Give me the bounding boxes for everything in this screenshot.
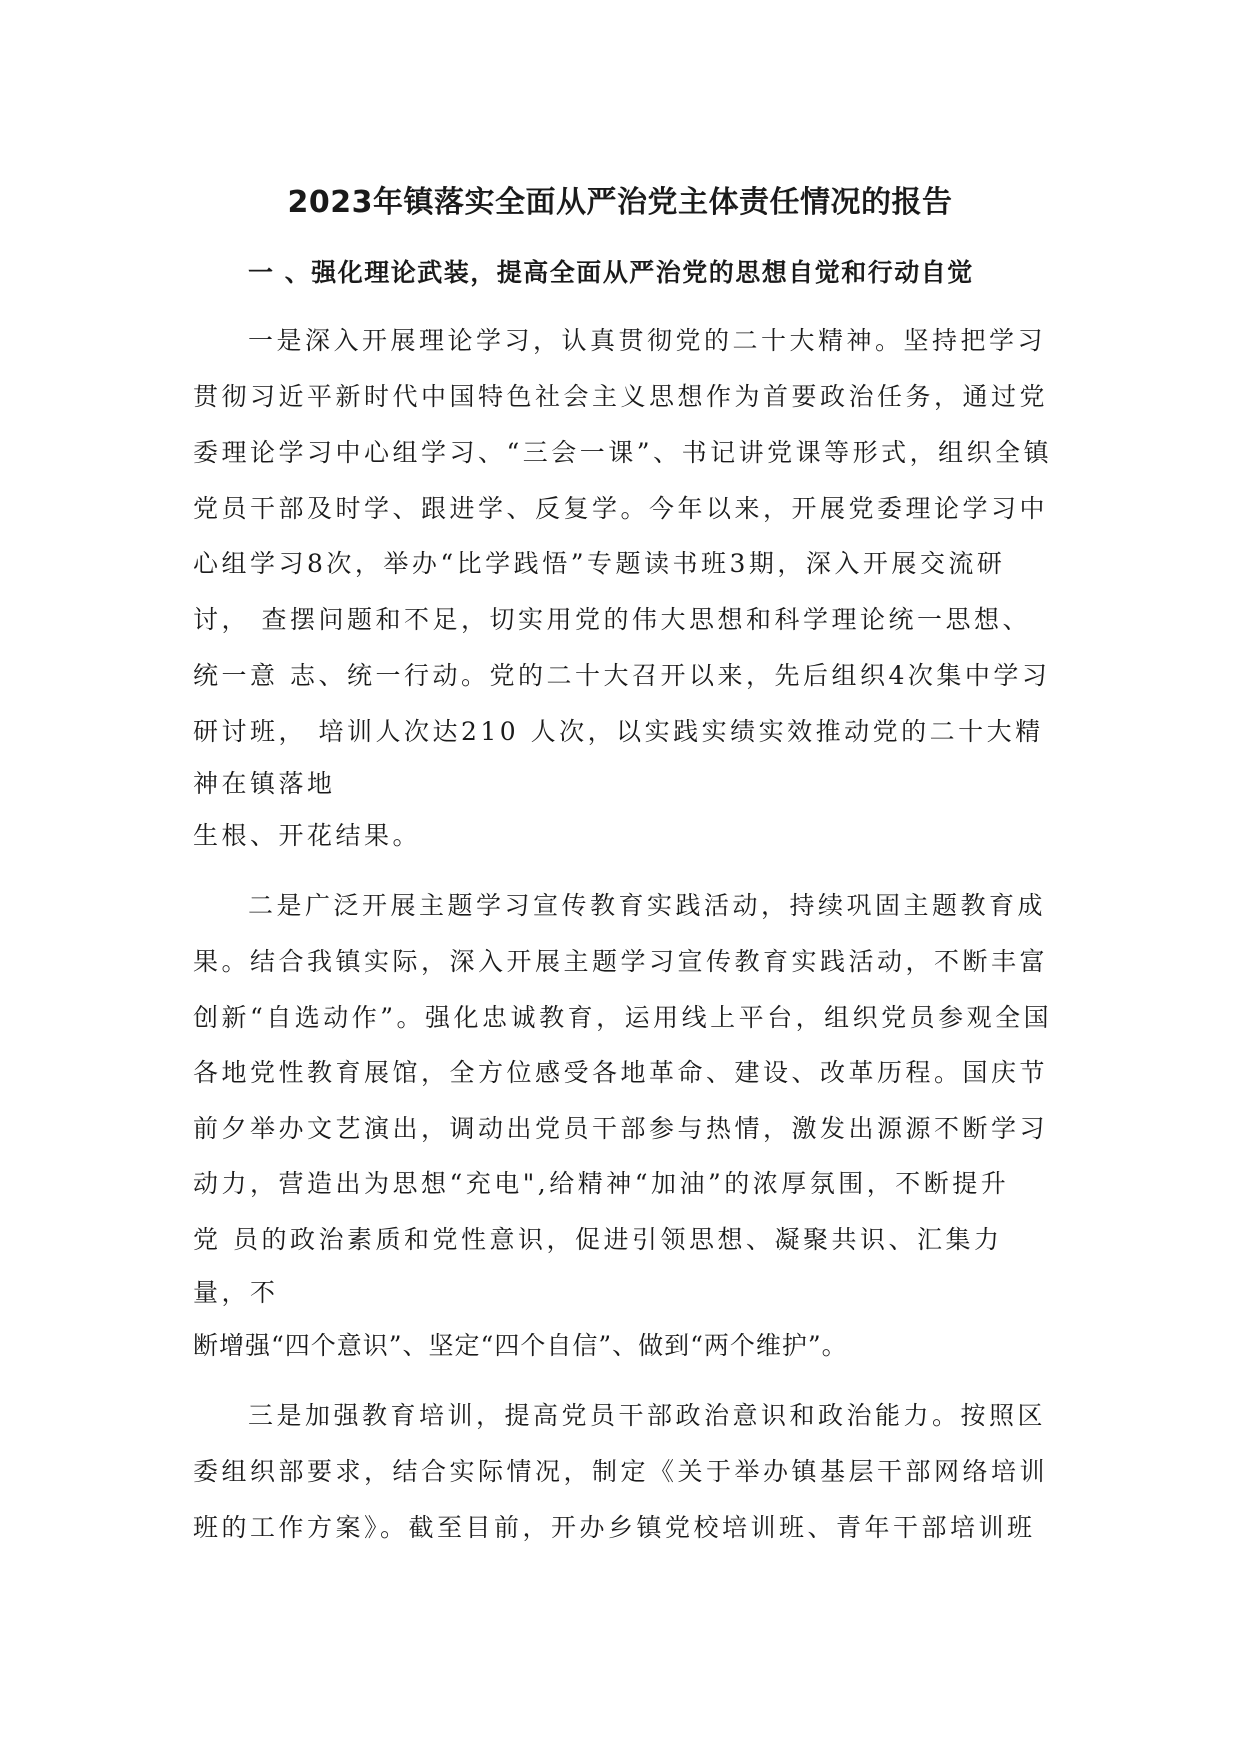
paragraph-1-line: 贯彻习近平新时代中国特色社会主义思想作为首要政治任务，通过党 [193, 382, 1049, 411]
paragraph-1-line: 委理论学习中心组学习、“三会一课”、书记讲党课等形式，组织全镇 [193, 438, 1053, 467]
paragraph-1-line: 生根、开花结果。 [193, 821, 422, 850]
paragraph-1-line: 神在镇落地 [193, 769, 336, 798]
paragraph-2-line: 动力，营造出为思想“充电",给精神“加油”的浓厚氛围，不断提升 [193, 1169, 1010, 1198]
paragraph-1-line: 研讨班， 培训人次达210 人次，以实践实绩实效推动党的二十大精 [193, 717, 1044, 746]
document-title: 2023年镇落实全面从严治党主体责任情况的报告 [287, 185, 953, 220]
paragraph-2-line: 二是广泛开展主题学习宣传教育实践活动，持续巩固主题教育成 [248, 891, 1047, 920]
paragraph-2-line: 各地党性教育展馆，全方位感受各地革命、建设、改革历程。国庆节 [193, 1058, 1049, 1087]
paragraph-2-line: 果。结合我镇实际，深入开展主题学习宣传教育实践活动，不断丰富 [193, 947, 1049, 976]
section-heading: 一 、强化理论武装，提高全面从严治党的思想自觉和行动自觉 [248, 258, 974, 287]
paragraph-3-line: 班的工作方案》。截至目前，开办乡镇党校培训班、青年干部培训班 [193, 1513, 1036, 1542]
paragraph-2-line: 党 员的政治素质和党性意识，促进引领思想、凝聚共识、汇集力 [193, 1225, 1003, 1254]
paragraph-2-line: 创新“自选动作”。强化忠诚教育，运用线上平台，组织党员参观全国 [193, 1003, 1053, 1032]
paragraph-3-line: 三是加强教育培训，提高党员干部政治意识和政治能力。按照区 [248, 1401, 1047, 1430]
paragraph-1-line: 讨， 查摆问题和不足，切实用党的伟大思想和科学理论统一思想、 [193, 605, 1031, 634]
paragraph-1-line: 党员干部及时学、跟进学、反复学。今年以来，开展党委理论学习中 [193, 494, 1049, 523]
paragraph-2-line: 量，不 [193, 1278, 279, 1307]
paragraph-2-line: 断增强“四个意识”、坚定“四个自信”、做到“两个维护”。 [193, 1331, 848, 1360]
paragraph-2-line: 前夕举办文艺演出，调动出党员干部参与热情，激发出源源不断学习 [193, 1114, 1049, 1143]
paragraph-3-line: 委组织部要求，结合实际情况，制定《关于举办镇基层干部网络培训 [193, 1457, 1049, 1486]
paragraph-1-line: 一是深入开展理论学习，认真贯彻党的二十大精神。坚持把学习 [248, 326, 1047, 355]
paragraph-1-line: 心组学习8次，举办“比学践悟”专题读书班3期，深入开展交流研 [193, 549, 1006, 578]
paragraph-1-line: 统一意 志、统一行动。党的二十大召开以来，先后组织4次集中学习 [193, 661, 1051, 690]
